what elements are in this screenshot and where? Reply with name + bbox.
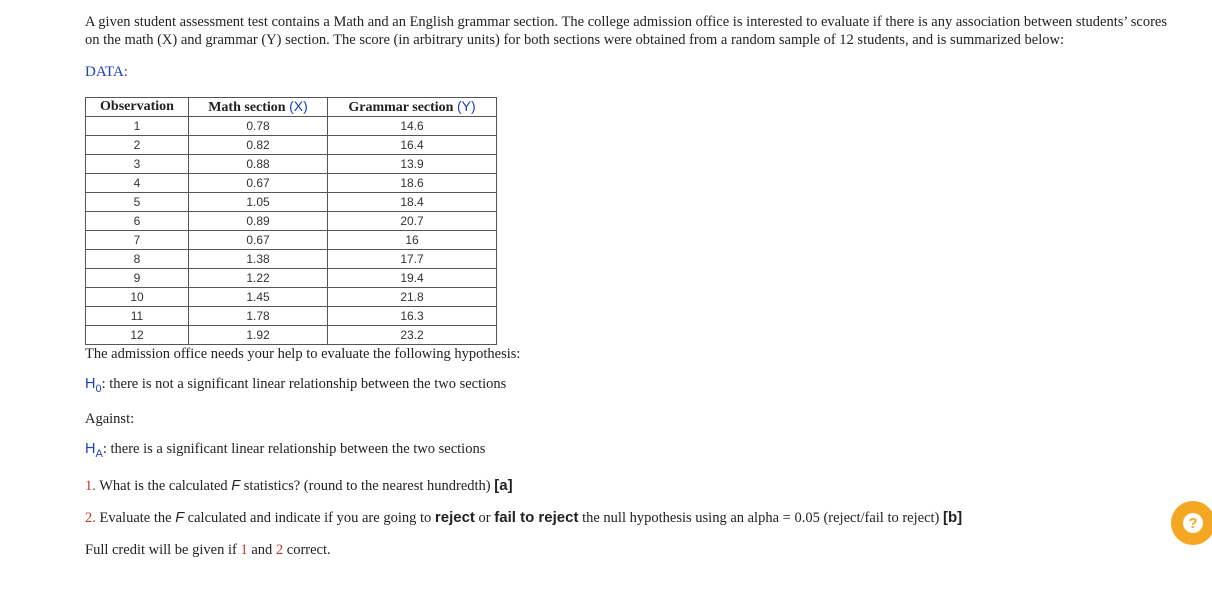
table-row xyxy=(86,117,497,136)
table-row xyxy=(86,250,497,269)
cell-y: 16 xyxy=(328,231,497,250)
question-1: 1. What is the calculated F statistics? (round to the nearest hundredth) [a] xyxy=(85,476,513,494)
table-row xyxy=(86,269,497,288)
data-label: DATA: xyxy=(85,64,128,80)
cell-obs: 7 xyxy=(86,231,189,250)
table-row xyxy=(86,155,497,174)
cell-obs: 9 xyxy=(86,269,189,288)
cell-obs: 1 xyxy=(86,117,189,136)
table-row xyxy=(86,307,497,326)
table-row xyxy=(86,288,497,307)
table-row xyxy=(86,193,497,212)
footer-note: Full credit will be given if 1 and 2 correct. xyxy=(85,541,331,558)
cell-obs: 10 xyxy=(86,288,189,307)
cell-y: 18.4 xyxy=(328,193,497,212)
cell-y: 16.3 xyxy=(328,307,497,326)
data-table xyxy=(85,97,497,345)
help-button[interactable] xyxy=(1171,501,1212,545)
cell-obs: 6 xyxy=(86,212,189,231)
cell-y: 23.2 xyxy=(328,326,497,345)
alt-hypothesis: $H_A$: there is a significant linear relationship between the two sections xyxy=(85,440,486,460)
header-observation: Observation xyxy=(86,98,189,117)
table-row xyxy=(86,212,497,231)
table-row xyxy=(86,136,497,155)
hypothesis-intro: The admission office needs your help to evaluate the following hypothesis: xyxy=(85,346,521,362)
cell-y: 19.4 xyxy=(328,269,497,288)
cell-x: 1.92 xyxy=(189,326,328,345)
cell-x: 1.38 xyxy=(189,250,328,269)
cell-obs: 3 xyxy=(86,155,189,174)
cell-y: 21.8 xyxy=(328,288,497,307)
null-hypothesis: $H_0$: there is not a significant linear relationship between the two sections xyxy=(85,376,507,395)
cell-x: 1.05 xyxy=(189,193,328,212)
header-grammar: Grammar section (Y) xyxy=(328,98,497,117)
against-label: Against: xyxy=(85,410,135,427)
cell-x: 1.45 xyxy=(189,288,328,307)
table-row xyxy=(86,326,497,345)
cell-obs: 12 xyxy=(86,326,189,345)
cell-x: 0.82 xyxy=(189,136,328,155)
question-2: 2. Evaluate the F calculated and indicate if you are going to reject or fail to reject the null hypothesis using an alpha = 0.05 (reject/fail to reject) [b] xyxy=(85,508,963,526)
cell-x: 0.88 xyxy=(189,155,328,174)
table-header-row xyxy=(86,98,497,117)
cell-y: 13.9 xyxy=(328,155,497,174)
table-row xyxy=(86,231,497,250)
blank-a-tag: [a] xyxy=(494,476,513,494)
cell-obs: 2 xyxy=(86,136,189,155)
cell-x: 1.78 xyxy=(189,307,328,326)
cell-x: 0.67 xyxy=(189,174,328,193)
cell-x: 1.22 xyxy=(189,269,328,288)
cell-x: 0.67 xyxy=(189,231,328,250)
cell-y: 18.6 xyxy=(328,174,497,193)
cell-y: 14.6 xyxy=(328,117,497,136)
cell-x: 0.78 xyxy=(189,117,328,136)
h0-symbol: $H_0$ xyxy=(85,376,102,395)
question-content xyxy=(85,13,1185,559)
cell-obs: 8 xyxy=(86,250,189,269)
table-row xyxy=(86,174,497,193)
ha-symbol: $H_A$ xyxy=(85,440,103,460)
cell-y: 20.7 xyxy=(328,212,497,231)
intro-text: A given student assessment test contains a Math and an English grammar section. The college admission office is interested to evaluate if there is any association between students’ scores on the math (X) and grammar (Y) section. The score (in arbitrary units) for both sections were obtained from a random sample of 12 students, and is summarized below: xyxy=(85,14,1167,48)
cell-obs: 11 xyxy=(86,307,189,326)
question-icon: ? xyxy=(1183,513,1203,533)
cell-obs: 4 xyxy=(86,174,189,193)
blank-b-tag: [b] xyxy=(943,508,963,526)
cell-x: 0.89 xyxy=(189,212,328,231)
cell-y: 16.4 xyxy=(328,136,497,155)
cell-y: 17.7 xyxy=(328,250,497,269)
header-math: Math section (X) xyxy=(189,98,328,117)
cell-obs: 5 xyxy=(86,193,189,212)
